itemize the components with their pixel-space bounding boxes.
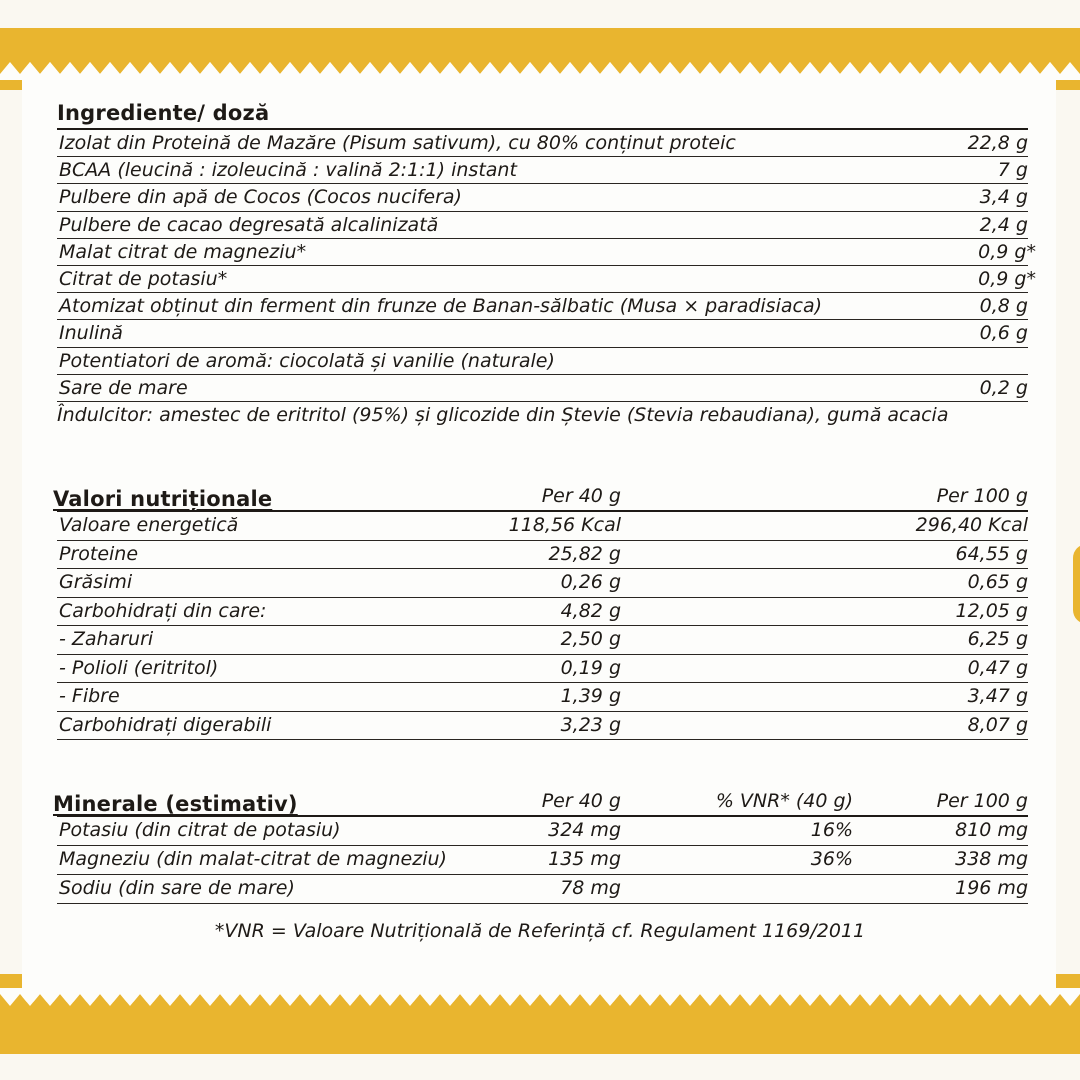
nutrient-per100: 8,07 g (967, 713, 1028, 736)
minerals-col-vnr: % VNR* (40 g) (715, 790, 853, 812)
sweetener-text: Îndulcitor: amestec de eritritol (95%) și glicozide din Ștevie (Stevia rebaudiana), gumă acacia (57, 403, 949, 426)
ingredient-row (57, 293, 1028, 320)
nutrition-table (53, 481, 1028, 740)
nutrient-per100: 296,40 Kcal (915, 514, 1028, 536)
ingredient-row (57, 184, 1028, 211)
nutrient-per100: 3,47 g (967, 685, 1028, 707)
nutrient-per40: 4,82 g (560, 599, 621, 622)
nutrition-title: Valori nutriționale (53, 487, 273, 511)
bottom-zigzag-edge (0, 988, 1080, 1012)
nutrient-name: - Fibre (59, 685, 120, 707)
ingredient-amount: 0,9 g* (978, 267, 1036, 290)
nutrition-col-per40: Per 40 g (541, 485, 621, 507)
ingredient-name: Pulbere din apă de Cocos (Cocos nucifera) (59, 186, 462, 209)
mineral-per40: 324 mg (548, 819, 621, 841)
nutrition-row (57, 541, 1028, 570)
ingredients-section (57, 96, 1036, 429)
ingredient-row (57, 212, 1028, 239)
ingredient-amount: 2,4 g (979, 213, 1028, 236)
mineral-name: Sodiu (din sare de mare) (59, 877, 295, 899)
nutrient-name: - Zaharuri (59, 628, 154, 650)
ingredient-name: BCAA (leucină : izoleucină : valină 2:1:1) instant (59, 159, 517, 182)
mineral-per100: 196 mg (955, 877, 1028, 899)
nutrition-row (57, 626, 1028, 655)
mineral-per100: 810 mg (955, 819, 1028, 841)
nutrient-per40: 118,56 Kcal (508, 514, 621, 536)
nutrient-per40: 2,50 g (560, 628, 621, 650)
nutrient-name: Grăsimi (59, 571, 133, 593)
nutrient-per40: 25,82 g (548, 542, 621, 565)
ingredient-amount: 7 g (997, 159, 1028, 182)
ingredient-amount: 0,9 g* (978, 240, 1036, 263)
sweetener-line (57, 402, 1028, 429)
nutrition-rows (57, 512, 1028, 740)
nutrient-name: - Polioli (eritritol) (59, 656, 219, 679)
ingredient-row (57, 130, 1028, 157)
nutrient-per40: 1,39 g (560, 685, 621, 707)
minerals-col-per100: Per 100 g (936, 790, 1028, 812)
ingredient-amount: 22,8 g (967, 132, 1028, 154)
ingredient-name: Citrat de potasiu* (59, 267, 228, 290)
mineral-per40: 78 mg (560, 877, 621, 899)
ingredient-name: Malat citrat de magneziu* (59, 240, 307, 263)
ingredient-row (57, 157, 1028, 184)
nutrition-row (57, 598, 1028, 627)
ingredient-row (57, 266, 1036, 293)
side-accent-shape (1073, 544, 1080, 624)
mineral-name: Magneziu (din malat-citrat de magneziu) (59, 848, 447, 870)
mineral-vnr: 16% (810, 819, 853, 841)
nutrition-row (57, 712, 1028, 741)
mineral-name: Potasiu (din citrat de potasiu) (59, 819, 341, 841)
nutrient-per100: 6,25 g (967, 628, 1028, 650)
ingredient-name: Potentiatori de aromă: ciocolată și vanilie (naturale) (59, 349, 555, 372)
ingredient-name: Pulbere de cacao degresată alcalinizată (59, 213, 439, 236)
ingredient-row (57, 375, 1028, 402)
top-zigzag-edge (0, 56, 1080, 80)
ingredient-name: Atomizat obținut din ferment din frunze de Banan-sălbatic (Musa × paradisiaca) (59, 295, 822, 318)
nutrient-per100: 0,65 g (967, 571, 1028, 593)
mineral-per40: 135 mg (548, 848, 621, 870)
ingredient-amount: 0,2 g (979, 376, 1028, 399)
ingredient-name: Sare de mare (59, 376, 188, 399)
nutrient-per40: 3,23 g (560, 713, 621, 736)
ingredient-row (57, 348, 1028, 375)
nutrient-name: Proteine (59, 542, 139, 565)
nutrient-per100: 12,05 g (955, 599, 1028, 622)
mineral-row (57, 875, 1028, 904)
nutrition-row (57, 512, 1028, 541)
minerals-title: Minerale (estimativ) (53, 792, 298, 816)
nutrient-per100: 0,47 g (967, 656, 1028, 679)
nutrient-per100: 64,55 g (955, 542, 1028, 565)
minerals-table (53, 786, 1028, 904)
ingredient-amount: 0,6 g (979, 322, 1028, 345)
nutrient-name: Valoare energetică (59, 514, 239, 536)
minerals-col-per40: Per 40 g (541, 790, 621, 812)
ingredient-amount: 0,8 g (979, 295, 1028, 318)
mineral-row (57, 846, 1028, 875)
ingredients-title: Ingrediente/ doză (57, 96, 1028, 130)
nutrient-per40: 0,26 g (560, 571, 621, 593)
ingredient-row (57, 320, 1028, 347)
ingredients-list (57, 130, 1036, 402)
ingredient-name: Izolat din Proteină de Mazăre (Pisum sativum), cu 80% conținut proteic (59, 132, 736, 154)
nutrition-header (53, 481, 1028, 512)
minerals-header (53, 786, 1028, 817)
ingredient-row (57, 239, 1036, 266)
minerals-rows (57, 817, 1028, 904)
nutrient-name: Carbohidrați digerabili (59, 713, 272, 736)
nutrition-row (57, 683, 1028, 712)
nutrient-name: Carbohidrați din care: (59, 599, 267, 622)
ingredient-amount: 3,4 g (979, 186, 1028, 209)
nutrition-row (57, 569, 1028, 598)
nutrition-row (57, 655, 1028, 684)
vnr-footnote: *VNR = Valoare Nutrițională de Referință cf. Regulament 1169/2011 (214, 920, 866, 942)
nutrition-col-per100: Per 100 g (936, 485, 1028, 507)
mineral-per100: 338 mg (955, 848, 1028, 870)
ingredient-name: Inulină (59, 322, 123, 345)
mineral-row (57, 817, 1028, 846)
mineral-vnr: 36% (810, 848, 853, 870)
nutrient-per40: 0,19 g (560, 656, 621, 679)
